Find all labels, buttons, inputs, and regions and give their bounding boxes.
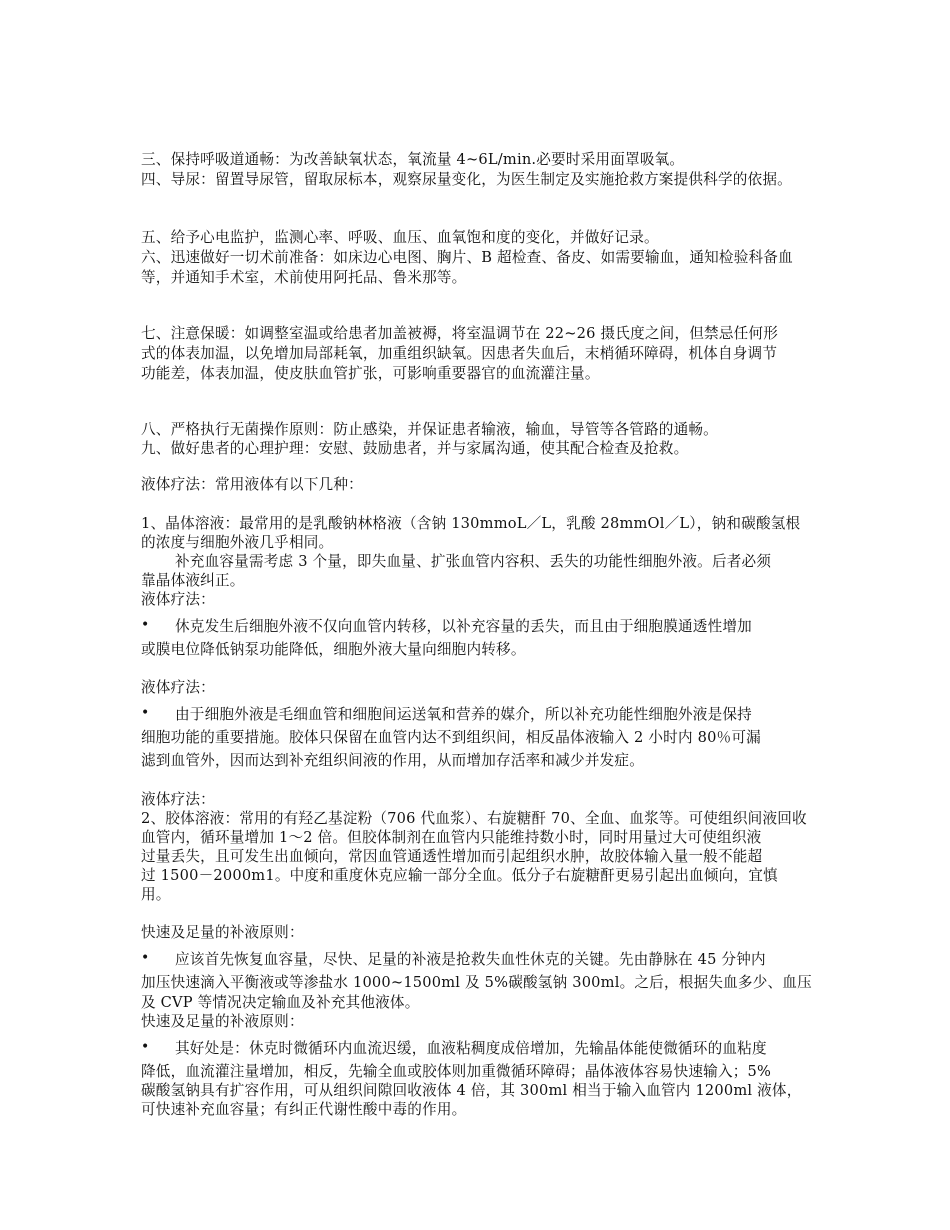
bullet-icon: •	[141, 1039, 150, 1055]
text-line: 靠晶体液纠正。	[141, 572, 245, 589]
text-line: 六、迅速做好一切术前准备：如床边心电图、胸片、B 超检查、备皮、如需要输血，通知检验科备血	[141, 249, 793, 266]
text-line: 滤到血管外，因而达到补充组织间液的作用，从而增加存活率和减少并发症。	[141, 752, 644, 769]
text-line: 等，并通知手术室，术前使用阿托品、鲁米那等。	[141, 269, 467, 286]
text-line: 可快速补充血容量；有纠正代谢性酸中毒的作用。	[141, 1101, 467, 1118]
text-line: 细胞功能的重要措施。胶体只保留在血管内达不到组织间，相反晶体液输入 2 小时内 80％可漏	[141, 729, 761, 746]
text-line: 补充血容量需考虑 3 个量，即失血量、扩张血管内容积、丢失的功能性细胞外液。后者必须	[175, 553, 772, 570]
text-line: 过 1500－2000m1。中度和重度休克应输一部分全血。低分子右旋糖酐更易引起出血倾向，宜慎	[141, 867, 778, 884]
text-line: 由于细胞外液是毛细血管和细胞间运送氧和营养的媒介，所以补充功能性细胞外液是保持	[175, 706, 752, 723]
text-line: 八、严格执行无菌操作原则：防止感染，并保证患者输液，输血，导管等各管路的通畅。	[141, 421, 718, 438]
text-line: 七、注意保暖：如调整室温或给患者加盖被褥，将室温调节在 22~26 摄氏度之间，但禁忌任何形	[141, 325, 779, 342]
text-line: 或膜电位降低钠泵功能降低，细胞外液大量向细胞内转移。	[141, 641, 526, 658]
bullet-icon: •	[141, 950, 150, 966]
text-line: 的浓度与细胞外液几乎相同。	[141, 534, 334, 551]
text-line: 五、给予心电监护，监测心率、呼吸、血压、血氧饱和度的变化，并做好记录。	[141, 229, 659, 246]
text-line: 休克发生后细胞外液不仅向血管内转移，以补充容量的丢失，而且由于细胞膜通透性增加	[175, 618, 752, 635]
text-line: 血管内，循环量增加 1～2 倍。但胶体制剂在血管内只能维持数小时，同时用量过大可使组织液	[141, 829, 762, 846]
text-line: 及 CVP 等情况决定输血及补充其他液体。	[141, 994, 420, 1011]
section-heading: 液体疗法：常用液体有以下几种：	[141, 476, 363, 493]
text-line: 2、胶体溶液：常用的有羟乙基淀粉（706 代血浆）、右旋糖酐 70、全血、血浆等。可使组织间液回收	[141, 810, 807, 827]
text-line: 加压快速滴入平衡液或等渗盐水 1000~1500ml 及 5%碳酸氢钠 300ml。之后，根据失血多少、血压	[141, 974, 812, 991]
section-heading: 液体疗法：	[141, 791, 215, 808]
section-heading: 快速及足量的补液原则：	[141, 924, 304, 941]
text-line: 四、导尿：留置导尿管，留取尿标本，观察尿量变化，为医生制定及实施抢救方案提供科学的依据。	[141, 171, 792, 188]
text-line: 九、做好患者的心理护理：安慰、鼓励患者，并与家属沟通，使其配合检查及抢救。	[141, 440, 689, 457]
text-line: 应该首先恢复血容量，尽快、足量的补液是抢救失血性休克的关键。先由静脉在 45 分钟内	[175, 951, 766, 968]
bullet-icon: •	[141, 705, 150, 721]
text-line: 过量丢失，且可发生出血倾向，常因血管通透性增加而引起组织水肿，故胶体输入量一般不能超	[141, 848, 763, 865]
section-heading: 液体疗法：	[141, 591, 215, 608]
text-line: 三、保持呼吸道通畅：为改善缺氧状态，氧流量 4~6L/min.必要时采用面罩吸氧。	[141, 151, 685, 168]
bullet-icon: •	[141, 617, 150, 633]
text-line: 式的体表加温，以免增加局部耗氧，加重组织缺氧。因患者失血后，末梢循环障碍，机体自身调节	[141, 345, 778, 362]
text-line: 碳酸氢钠具有扩容作用，可从组织间隙回收液体 4 倍，其 300ml 相当于输入血管内 1200ml 液体，	[141, 1082, 802, 1099]
text-line: 用。	[141, 886, 171, 903]
section-heading: 快速及足量的补液原则：	[141, 1013, 304, 1030]
text-line: 其好处是：休克时微循环内血流迟缓，血液粘稠度成倍增加，先输晶体能使微循环的血粘度	[175, 1040, 767, 1057]
text-line: 1、晶体溶液：最常用的是乳酸钠林格液（含钠 130mmoL／L，乳酸 28mmOl／L），钠和碳酸氢根	[141, 515, 801, 532]
text-line: 降低，血流灌注量增加，相反，先输全血或胶体则加重微循环障碍；晶体液体容易快速输入；5%	[141, 1063, 772, 1080]
section-heading: 液体疗法：	[141, 679, 215, 696]
text-line: 功能差，体表加温，使皮肤血管扩张，可影响重要器官的血流灌注量。	[141, 365, 600, 382]
